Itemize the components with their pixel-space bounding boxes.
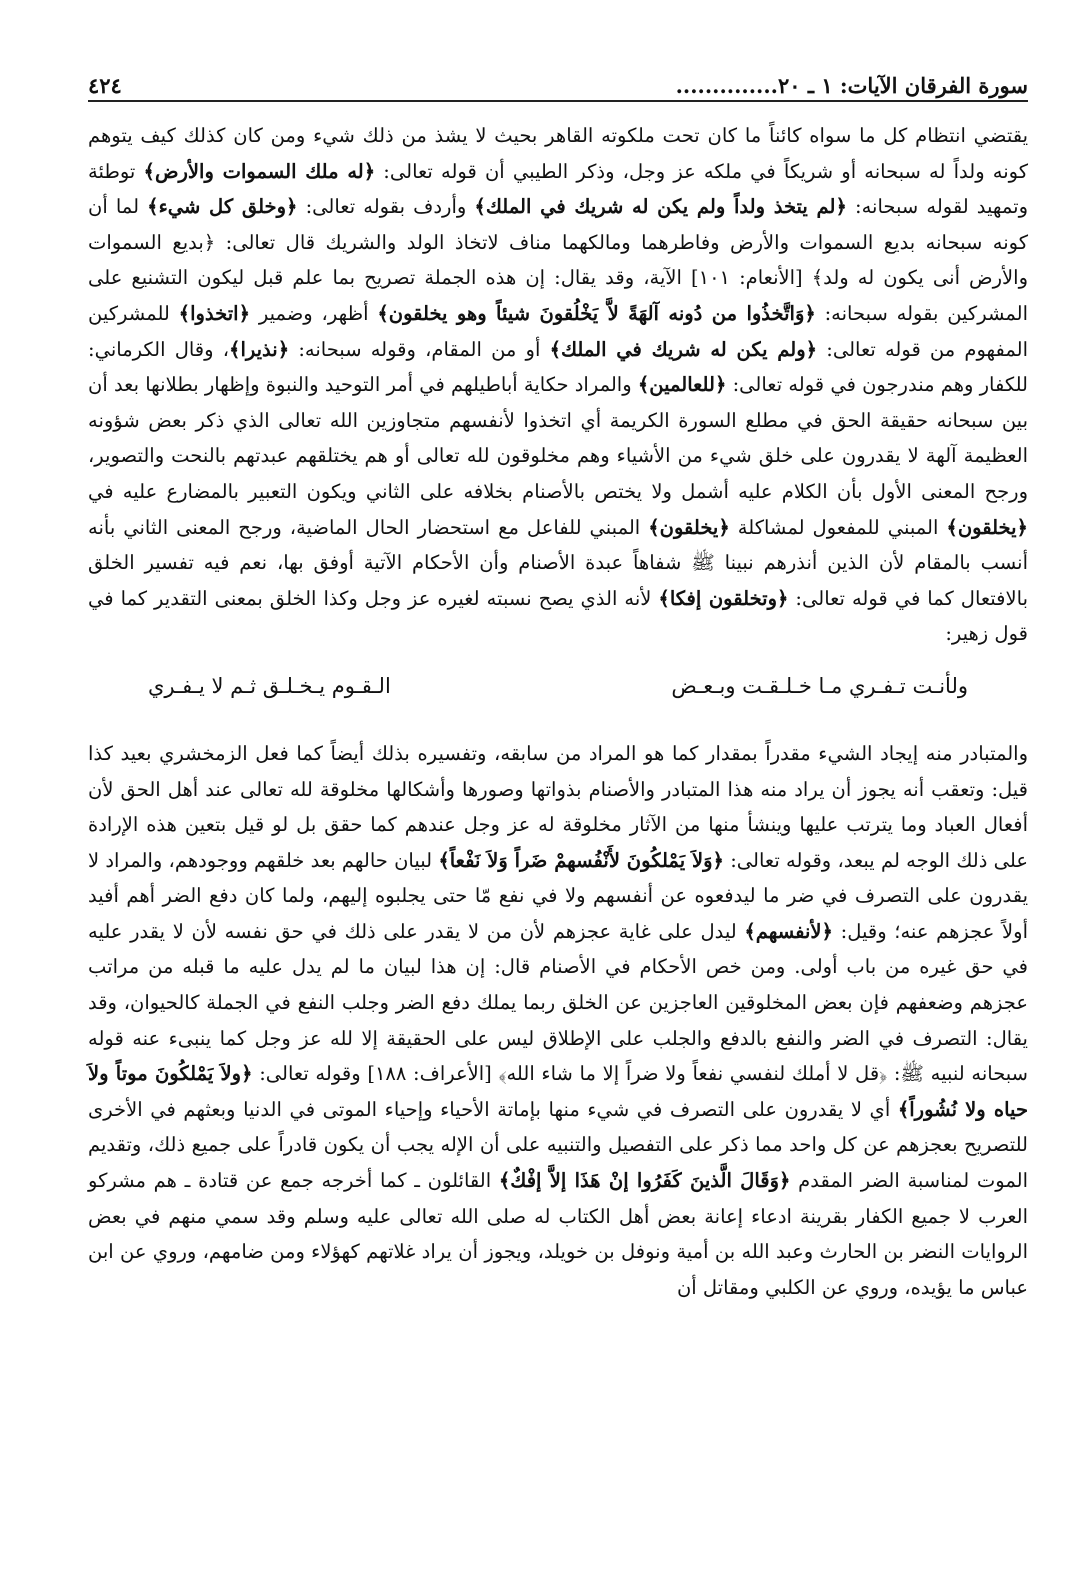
text-run: المبني للفاعل مع استحضار الحال الماضية، ورجح المعنى الثاني بأنه أنسب بالمقام لأن الذين أنذرهم نبينا ﷺ شفاهاً عبدة الأصنام وأن الأحكام الآتية أوفق بها، نعم فيه تفسير الخلق بالافتعال كما في قوله تعالى:: [88, 515, 1028, 610]
page-number: ٤٢٤: [88, 73, 122, 98]
text-run: أو من المقام، وقوله سبحانه:: [289, 337, 550, 361]
text-run: لأنه الذي يصح نسبته لغيره عز وجل وكذا الخلق بمعنى التقدير كما في قول زهير:: [88, 586, 1028, 646]
text-run: لما أن كونه سبحانه بديع السموات والأرض وفاطرهما ومالكهما مناف لاتخاذ الولد والشريك قال تعالى: ﴿بديع السموات والأرض أنى يكون له ولد﴾ [الأنعام: ١٠١] الآية، وقد يقال: إن هذه الجملة تصريح بما علم قبل ليكون التشنيع على المشركين بقوله سبحانه:: [88, 195, 1028, 325]
text-run: المبني للمفعول لمشاكلة: [729, 515, 947, 539]
running-title: [676, 73, 1028, 98]
quran-quote: ﴿اتخذوا﴾: [178, 301, 251, 325]
text-run: القائلون ـ كما أخرجه جمع عن قتادة ـ هم مشركو العرب لا جميع الكفار بقرينة ادعاء إعانة بعض أهل الكتاب له صلى الله تعالى عليه وسلم وقد سمي منهم في بعض الروايات النضر بن الحارث وعبد الله بن أمية ونوفل بن خويلد، ويجوز أن يراد غلاتهم كهؤلاء ومن ضامهم، وروي عن ابن عباس ما يؤيده، وروي عن الكلبي ومقاتل أن: [88, 1169, 1028, 1299]
text-run: يقتضي انتظام كل ما سواه كائناً ما كان تحت ملكوته القاهر بحيث لا يشذ من ذلك شيء ومن كان كذلك كيف يتوهم كونه ولداً له سبحانه أو شريكاً في ملكه عز وجل، وذكر الطيبي أن قوله تعالى:: [88, 124, 1028, 183]
quran-quote: ﴿نذيرا﴾: [229, 337, 290, 361]
quran-quote: ﴿له ملك السموات والأرض﴾: [143, 159, 376, 183]
paragraph-1: [88, 118, 1028, 652]
text-run: أظهر، وضمير: [250, 301, 378, 325]
header-rule: [88, 100, 1028, 102]
quran-quote: ﴿ولاَ يَمْلكُونَ موتاً ولاَ حياه ولا نُشُوراً﴾: [88, 1062, 1029, 1121]
text-run: ليدل على غاية عجزهم لأن من لا يقدر على ذلك في حق نفسه لأن لا يقدر عليه في حق غيره من باب أولى. ومن خص الأحكام في الأصنام قال: إن هذا لبيان ما لم يدل عليه ما قبله من مراتب عجزهم وضعفهم فإن بعض المخلوقين العاجزين عن الخلق ربما يملك دفع الضر وجلب النفع في الجملة كالحيوان، وقد يقال: التصرف في الضر والنفع بالدفع والجلب على الإطلاق ليس على الحقيقة إلا لله عز وجل كما ينبىء عنه قوله سبحانه لنبيه ﷺ: ﴿قل لا أملك لنفسي نفعاً ولا ضراً إلا ما شاء الله﴾ [الأعراف: ١٨٨] وقوله تعالى:: [88, 919, 1029, 1086]
page-body: [88, 118, 1028, 1305]
paragraph-2: [88, 736, 1028, 1306]
page-header: [88, 58, 1028, 98]
quran-quote: ﴿ولم يكن له شريك في الملك﴾: [549, 337, 818, 361]
poetry-verse: [148, 666, 968, 706]
text-run: والمتبادر منه إيجاد الشيء مقدراً بمقدار كما هو المراد من سابقه، وتفسيره بذلك أيضاً كما فعل الزمخشري بعيد كذا قيل: وتعقب أنه يجوز أن يراد منه هذا المتبادر والأصنام بذواتها وصورها وأشكالها مخلوقة لله تعالى عند أهل الحق لأن أفعال العباد وما يترتب عليها وينشأ منها من الآثار مخلوقة له عز وجل عندهم كما حقق بل لو قيل بتعين هذه الإرادة على ذلك الوجه لم يبعد، وقوله تعالى:: [88, 741, 1029, 872]
quran-quote: ﴿وَاتَّخذُوا من دُونه آلهَةً لاَّ يَخْلُقونَ شيئاً وهو يخلقون﴾: [377, 301, 816, 325]
quran-quote: ﴿يخلقون﴾: [946, 515, 1028, 539]
header-dots: ..............: [675, 73, 778, 98]
quran-quote: ﴿للعالمين﴾: [637, 373, 727, 397]
quran-quote: ﴿لم يتخذ ولداً ولم يكن له شريك في الملك﴾: [474, 195, 847, 219]
text-run: وأردف بقوله تعالى:: [297, 195, 475, 219]
verse-first-hemistich: ولأنـت تـفـري مـا خـلـقـت وبـعـض: [671, 673, 968, 698]
text-run: توطئة وتمهيد لقوله سبحانه:: [88, 159, 1028, 219]
quran-quote: ﴿لأنفسهم﴾: [744, 919, 833, 943]
text-run: ، وقال الكرماني: للكفار وهم مندرجون في قوله تعالى:: [88, 337, 1029, 397]
quran-quote: ﴿وَقَالَ الَّذينَ كَفَرُوا إنْ هَذَا إلاَّ إفْكٌ﴾: [498, 1169, 791, 1193]
quran-quote: ﴿وخلق كل شيء﴾: [147, 195, 298, 219]
surah-title: سورة الفرقان الآيات: ١ ـ ٢٠: [777, 73, 1028, 98]
verse-second-hemistich: الـقـوم يـخـلـق ثـم لا يـفـري: [148, 673, 391, 698]
text-run: أي لا يقدرون على التصرف في شيء منها بإماتة الأحياء وإحياء الموتى في الدنيا وبعثهم في الأخرى للتصريح بعجزهم عن كل واحد مما ذكر على التفصيل والتنبيه على أن الإله يجب أن يكون قادراً على جميع ذلك، وتقديم الموت لمناسبة الضر المقدم: [88, 1097, 1028, 1193]
text-run: للمشركين المفهوم من قوله تعالى:: [88, 301, 1029, 361]
quran-quote: ﴿وتخلقون إفكا﴾: [658, 586, 789, 610]
quran-quote: ﴿يخلقون﴾: [648, 515, 730, 539]
text-run: والمراد حكاية أباطيلهم في أمر التوحيد والنبوة وإظهار بطلانها بعد أن بين سبحانه حقيقة الحق في مطلع السورة الكريمة أي اتخذوا لأنفسهم متجاوزين الله تعالى الذي ذكر بعض شؤونه العظيمة آلهة لا يقدرون على خلق شيء من الأشياء وهم مخلوقون لله تعالى أو هم يختلقهم عبدتهم بالنحت والتصوير، ورجح المعنى الأول بأن الكلام عليه أشمل ولا يختص بالأصنام بخلافه على الثاني ويكون التعبير بالمضارع عليه في: [88, 373, 1028, 503]
quran-quote: ﴿وَلاَ يَمْلكُونَ لأَنْفُسهمْ ضَراً وَلاَ نَفْعاً﴾: [438, 848, 724, 872]
text-run: لبيان حالهم بعد خلقهم ووجودهم، والمراد لا يقدرون على التصرف في ضر ما ليدفعوه عن أنفسهم ولا في نفع مّا حتى يجلبوه إليهم، ولما كان دفع الضر أهم أفيد أولاً عجزهم عنه؛ وقيل:: [88, 848, 1028, 943]
